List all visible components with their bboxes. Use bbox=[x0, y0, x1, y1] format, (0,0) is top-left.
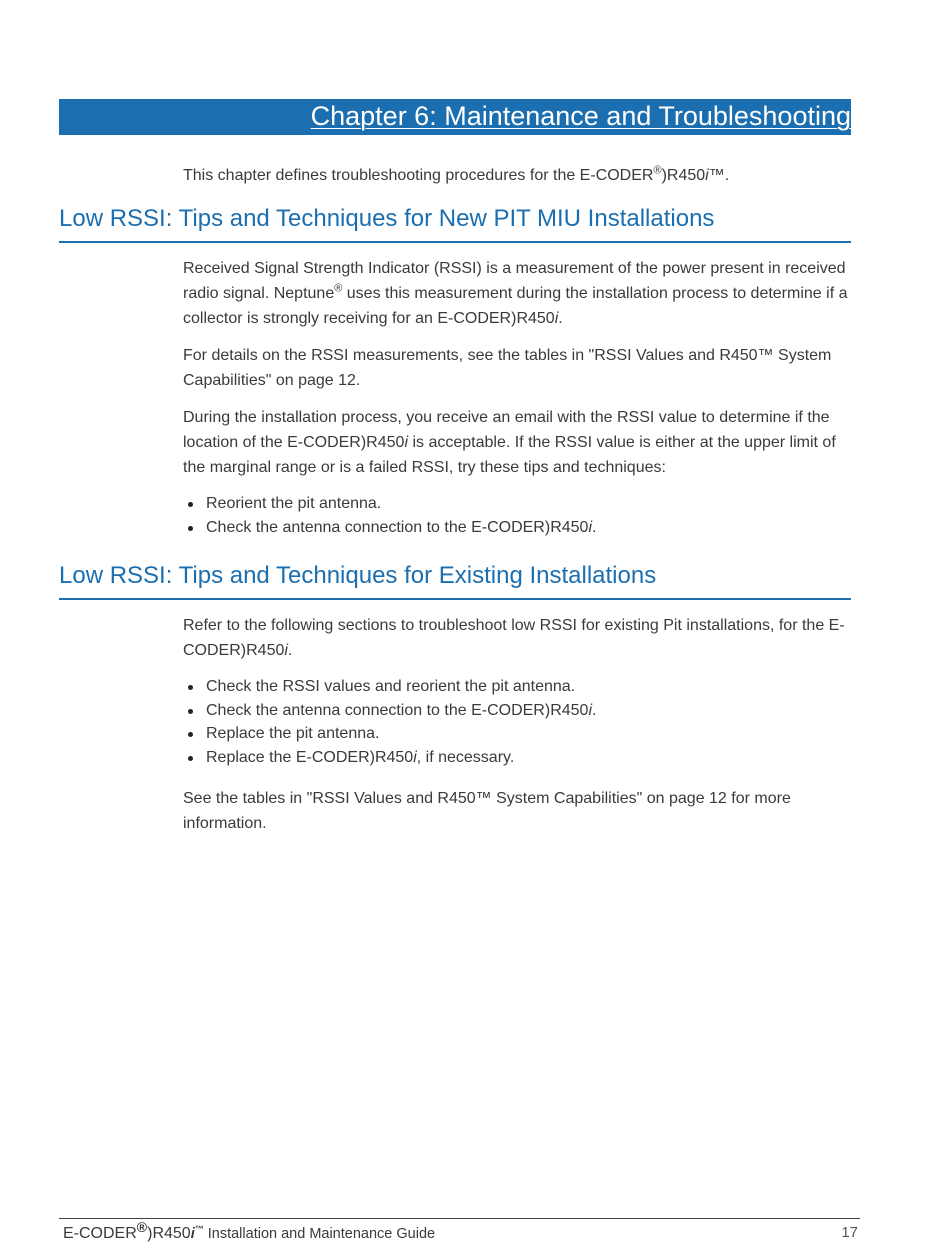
bullet-icon bbox=[188, 502, 193, 507]
list-item bbox=[183, 675, 851, 699]
registered-mark: ® bbox=[136, 1219, 148, 1236]
footer-product: E-CODER bbox=[63, 1225, 137, 1242]
bullet-icon bbox=[188, 526, 193, 531]
italic-run: i bbox=[588, 701, 592, 719]
footer-guide-text: Installation and Maintenance Guide bbox=[203, 1226, 436, 1242]
registered-mark: ® bbox=[653, 164, 662, 177]
intro-model: )R450 bbox=[661, 167, 706, 184]
chapter-title[interactable]: Chapter 6: Maintenance and Troubleshooting bbox=[310, 101, 851, 131]
footer-product-model: )R450 bbox=[147, 1225, 191, 1242]
italic-run: i bbox=[554, 310, 559, 327]
bullet-icon bbox=[188, 709, 193, 714]
text-run: . bbox=[558, 310, 563, 327]
italic-run: i bbox=[284, 642, 288, 659]
footer-divider bbox=[59, 1218, 860, 1219]
section1-paragraph-installation-process bbox=[183, 405, 851, 480]
section2-paragraph-intro bbox=[183, 613, 851, 663]
bullet-icon bbox=[188, 756, 193, 761]
section-heading-new-pit: Low RSSI: Tips and Techniques for New PIT MIU Installations bbox=[59, 204, 851, 243]
list-item bbox=[183, 699, 851, 723]
list-item bbox=[183, 746, 851, 770]
italic-run: i bbox=[588, 518, 592, 536]
chapter-header-bar bbox=[59, 99, 851, 135]
text-run: uses this measurement during the installation process to determine if a collector is strongly receiving for an E-CODER)R450 bbox=[183, 285, 848, 327]
italic-run: i bbox=[404, 434, 408, 451]
registered-mark: ® bbox=[334, 282, 343, 295]
text-run: Replace the pit antenna. bbox=[206, 725, 380, 742]
list-item bbox=[183, 516, 851, 540]
page-number: 17 bbox=[841, 1224, 858, 1241]
text-run: Reorient the pit antenna. bbox=[206, 495, 382, 512]
section-heading-existing: Low RSSI: Tips and Techniques for Existing Installations bbox=[59, 561, 851, 600]
text-run: . bbox=[592, 518, 597, 536]
text-run: , if necessary. bbox=[416, 748, 515, 766]
text-run: Check the antenna connection to the E-CODER)R450 bbox=[206, 518, 589, 536]
text-run: . bbox=[287, 642, 293, 659]
section2-troubleshoot-list bbox=[183, 675, 851, 769]
section1-paragraph-details-link: For details on the RSSI measurements, see the tables in "RSSI Values and R450™ System Capabilities" on page 12. bbox=[183, 347, 832, 389]
text-run: . bbox=[592, 701, 597, 719]
text-run: Received Signal Strength Indicator (RSSI) is a measurement of the power present in received radio signal. Neptune bbox=[183, 260, 846, 302]
text-run: Check the RSSI values and reorient the pit antenna. bbox=[206, 678, 576, 695]
list-item bbox=[183, 492, 851, 516]
italic-run: i bbox=[190, 1226, 195, 1242]
section1-paragraph-rssi-definition bbox=[183, 256, 851, 331]
intro-tm: ™. bbox=[708, 167, 730, 184]
intro-model-italic: i bbox=[705, 167, 709, 184]
text-run: During the installation process, you receive an email with the RSSI value to determine if the location of the E-CODER)R450 bbox=[183, 409, 830, 451]
text-run: is acceptable. If the RSSI value is either at the upper limit of the marginal range or is a failed RSSI, try these tips and techniques: bbox=[183, 434, 836, 476]
text-run: Refer to the following sections to troubleshoot low RSSI for existing Pit installations, for the E-CODER)R450 bbox=[183, 617, 845, 659]
intro-text: This chapter defines troubleshooting procedures for the E-CODER bbox=[183, 167, 654, 184]
section1-tips-list bbox=[183, 492, 851, 539]
bullet-icon bbox=[188, 685, 193, 690]
trademark-mark: ™ bbox=[194, 1224, 204, 1235]
list-item bbox=[183, 722, 851, 746]
section2-paragraph-see-tables: See the tables in "RSSI Values and R450™ System Capabilities" on page 12 for more information. bbox=[183, 790, 791, 832]
text-run: Replace the E-CODER)R450 bbox=[206, 748, 414, 766]
text-run: Check the antenna connection to the E-CODER)R450 bbox=[206, 701, 589, 719]
chapter-intro bbox=[183, 163, 851, 188]
italic-run: i bbox=[413, 748, 417, 766]
footer-guide-title bbox=[63, 1219, 436, 1243]
bullet-icon bbox=[188, 732, 193, 737]
